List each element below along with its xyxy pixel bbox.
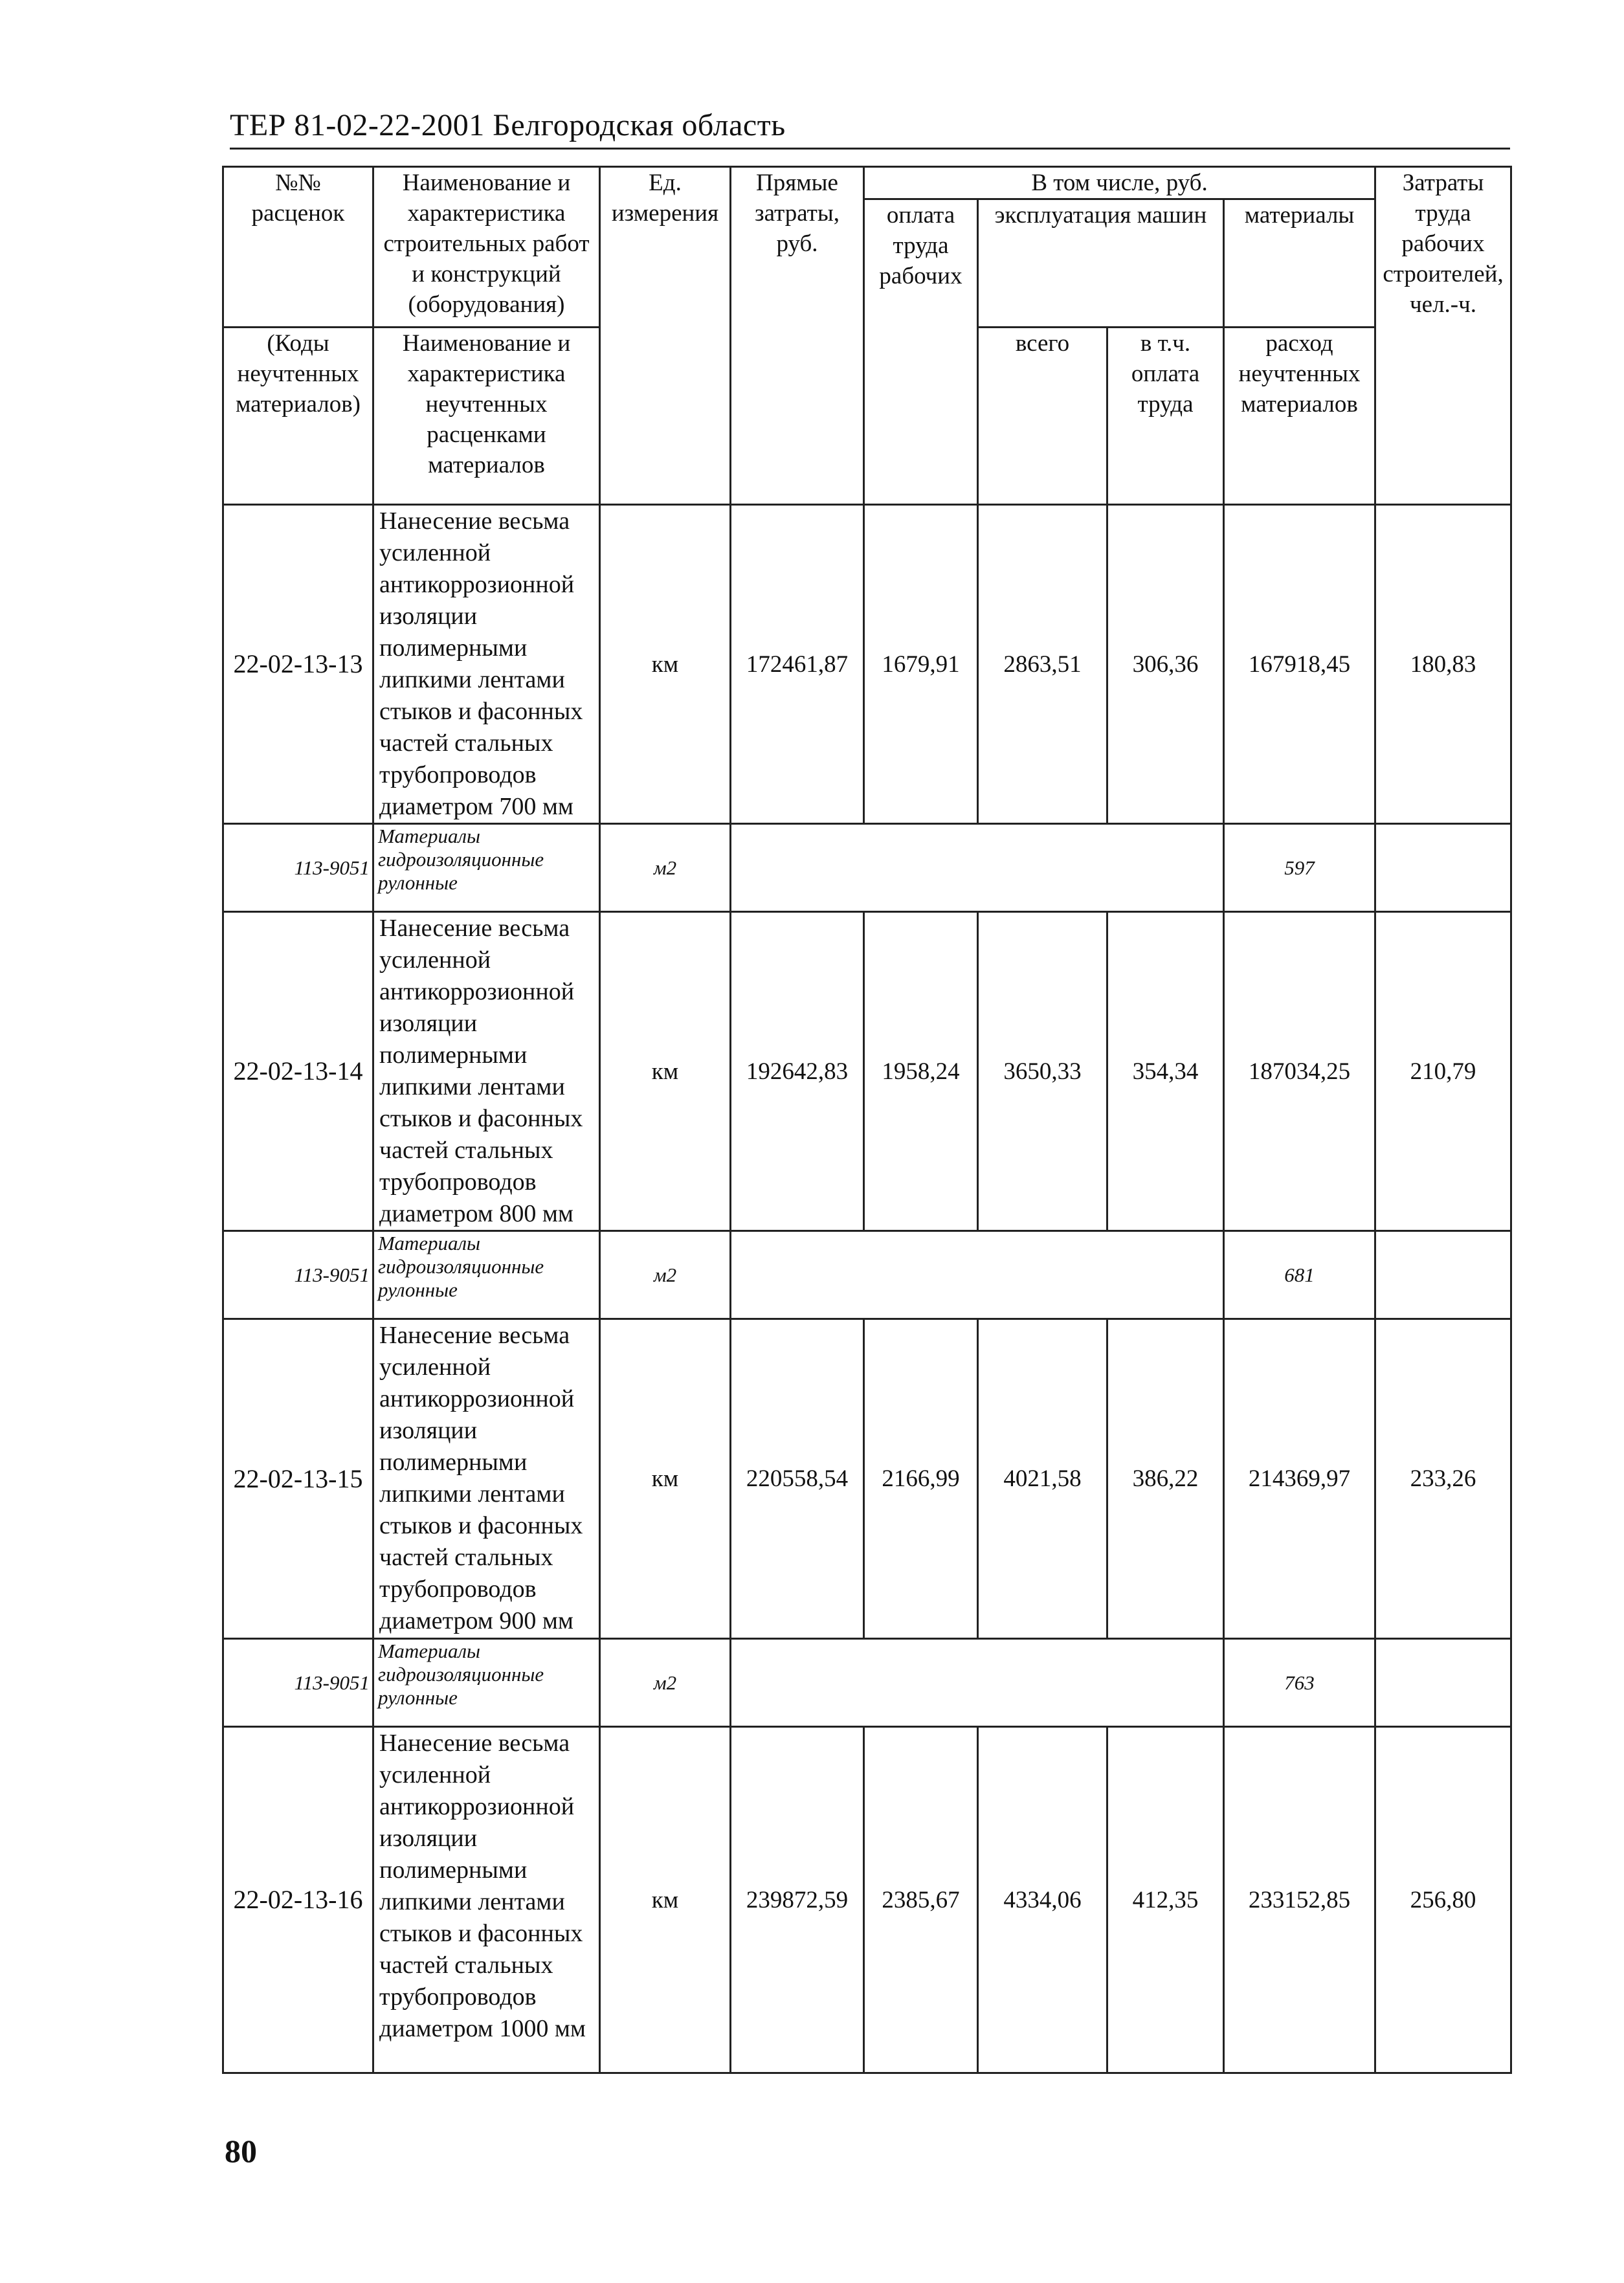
material-unit: м2 [600, 1231, 731, 1319]
header-unit: Ед. измерения [600, 167, 731, 505]
material-qty: 597 [1224, 824, 1375, 912]
empty-cell [731, 1639, 1224, 1727]
header-unaccounted: расход неучтенных материалов [1224, 328, 1375, 505]
material-qty: 763 [1224, 1639, 1375, 1727]
rate-code: 22-02-13-15 [223, 1319, 373, 1639]
empty-cell [1375, 824, 1511, 912]
header-name: Наименование и характеристика строительных работ и конструкций (оборудования) [373, 167, 600, 328]
machines-labor: 306,36 [1107, 505, 1224, 824]
page-header: ТЕР 81-02-22-2001 Белгородская область [230, 108, 786, 142]
unit-cell: км [600, 505, 731, 824]
materials-cost: 233152,85 [1224, 1727, 1375, 2073]
labor-pay: 2385,67 [864, 1727, 978, 2073]
worker-hours: 180,83 [1375, 505, 1511, 824]
empty-cell [1375, 1231, 1511, 1319]
materials-cost: 187034,25 [1224, 912, 1375, 1231]
material-code: 113-9051 [223, 824, 373, 912]
table-row [223, 505, 1511, 824]
direct-costs: 239872,59 [731, 1727, 864, 2073]
material-unit: м2 [600, 824, 731, 912]
material-row [223, 824, 1511, 912]
material-name: Материалы гидроизоляционные рулонные [373, 824, 600, 912]
labor-pay: 1958,24 [864, 912, 978, 1231]
header-machines: эксплуатация машин [978, 199, 1224, 328]
rate-code: 22-02-13-14 [223, 912, 373, 1231]
header-rule [230, 148, 1510, 150]
header-code: №№ расценок [223, 167, 373, 328]
table-row [223, 1727, 1511, 2073]
empty-cell [1375, 1639, 1511, 1727]
machines-total: 4021,58 [978, 1319, 1107, 1639]
machines-total: 2863,51 [978, 505, 1107, 824]
header-materials: материалы [1224, 199, 1375, 328]
header-machines-total: всего [978, 328, 1107, 505]
header-labor-pay: оплата труда рабочих [864, 199, 978, 505]
machines-labor: 386,22 [1107, 1319, 1224, 1639]
header-workers: Затраты труда рабочих строителей, чел.-ч. [1375, 167, 1511, 505]
header-including: В том числе, руб. [864, 167, 1375, 199]
machines-labor: 412,35 [1107, 1727, 1224, 2073]
work-name: Нанесение весьма усиленной антикоррозионной изоляции полимерными липкими лентами стыков и фасонных частей стальных трубопроводов диаметром 900 мм [373, 1319, 600, 1639]
machines-total: 3650,33 [978, 912, 1107, 1231]
labor-pay: 1679,91 [864, 505, 978, 824]
materials-cost: 167918,45 [1224, 505, 1375, 824]
direct-costs: 220558,54 [731, 1319, 864, 1639]
material-unit: м2 [600, 1639, 731, 1727]
machines-labor: 354,34 [1107, 912, 1224, 1231]
unit-cell: км [600, 1727, 731, 2073]
work-name: Нанесение весьма усиленной антикоррозионной изоляции полимерными липкими лентами стыков и фасонных частей стальных трубопроводов диаметром 1000 мм [373, 1727, 600, 2073]
table-row [223, 912, 1511, 1231]
direct-costs: 172461,87 [731, 505, 864, 824]
unit-cell: км [600, 1319, 731, 1639]
material-code: 113-9051 [223, 1639, 373, 1727]
materials-cost: 214369,97 [1224, 1319, 1375, 1639]
header-name-unaccounted: Наименование и характеристика неучтенных расценками материалов [373, 328, 600, 505]
rate-code: 22-02-13-16 [223, 1727, 373, 2073]
worker-hours: 233,26 [1375, 1319, 1511, 1639]
worker-hours: 256,80 [1375, 1727, 1511, 2073]
header-machines-labor: в т.ч. оплата труда [1107, 328, 1224, 505]
material-qty: 681 [1224, 1231, 1375, 1319]
material-row [223, 1639, 1511, 1727]
empty-cell [731, 824, 1224, 912]
table-row [223, 1319, 1511, 1639]
material-row [223, 1231, 1511, 1319]
empty-cell [731, 1231, 1224, 1319]
header-code-unaccounted: (Коды неучтенных материалов) [223, 328, 373, 505]
page-number: 80 [225, 2133, 257, 2169]
header-direct: Прямые затраты, руб. [731, 167, 864, 505]
material-code: 113-9051 [223, 1231, 373, 1319]
direct-costs: 192642,83 [731, 912, 864, 1231]
unit-cell: км [600, 912, 731, 1231]
worker-hours: 210,79 [1375, 912, 1511, 1231]
material-name: Материалы гидроизоляционные рулонные [373, 1231, 600, 1319]
work-name: Нанесение весьма усиленной антикоррозионной изоляции полимерными липкими лентами стыков и фасонных частей стальных трубопроводов диаметром 700 мм [373, 505, 600, 824]
rate-code: 22-02-13-13 [223, 505, 373, 824]
material-name: Материалы гидроизоляционные рулонные [373, 1639, 600, 1727]
header-row [223, 167, 1511, 199]
labor-pay: 2166,99 [864, 1319, 978, 1639]
rates-table [222, 166, 1512, 2074]
machines-total: 4334,06 [978, 1727, 1107, 2073]
work-name: Нанесение весьма усиленной антикоррозионной изоляции полимерными липкими лентами стыков и фасонных частей стальных трубопроводов диаметром 800 мм [373, 912, 600, 1231]
